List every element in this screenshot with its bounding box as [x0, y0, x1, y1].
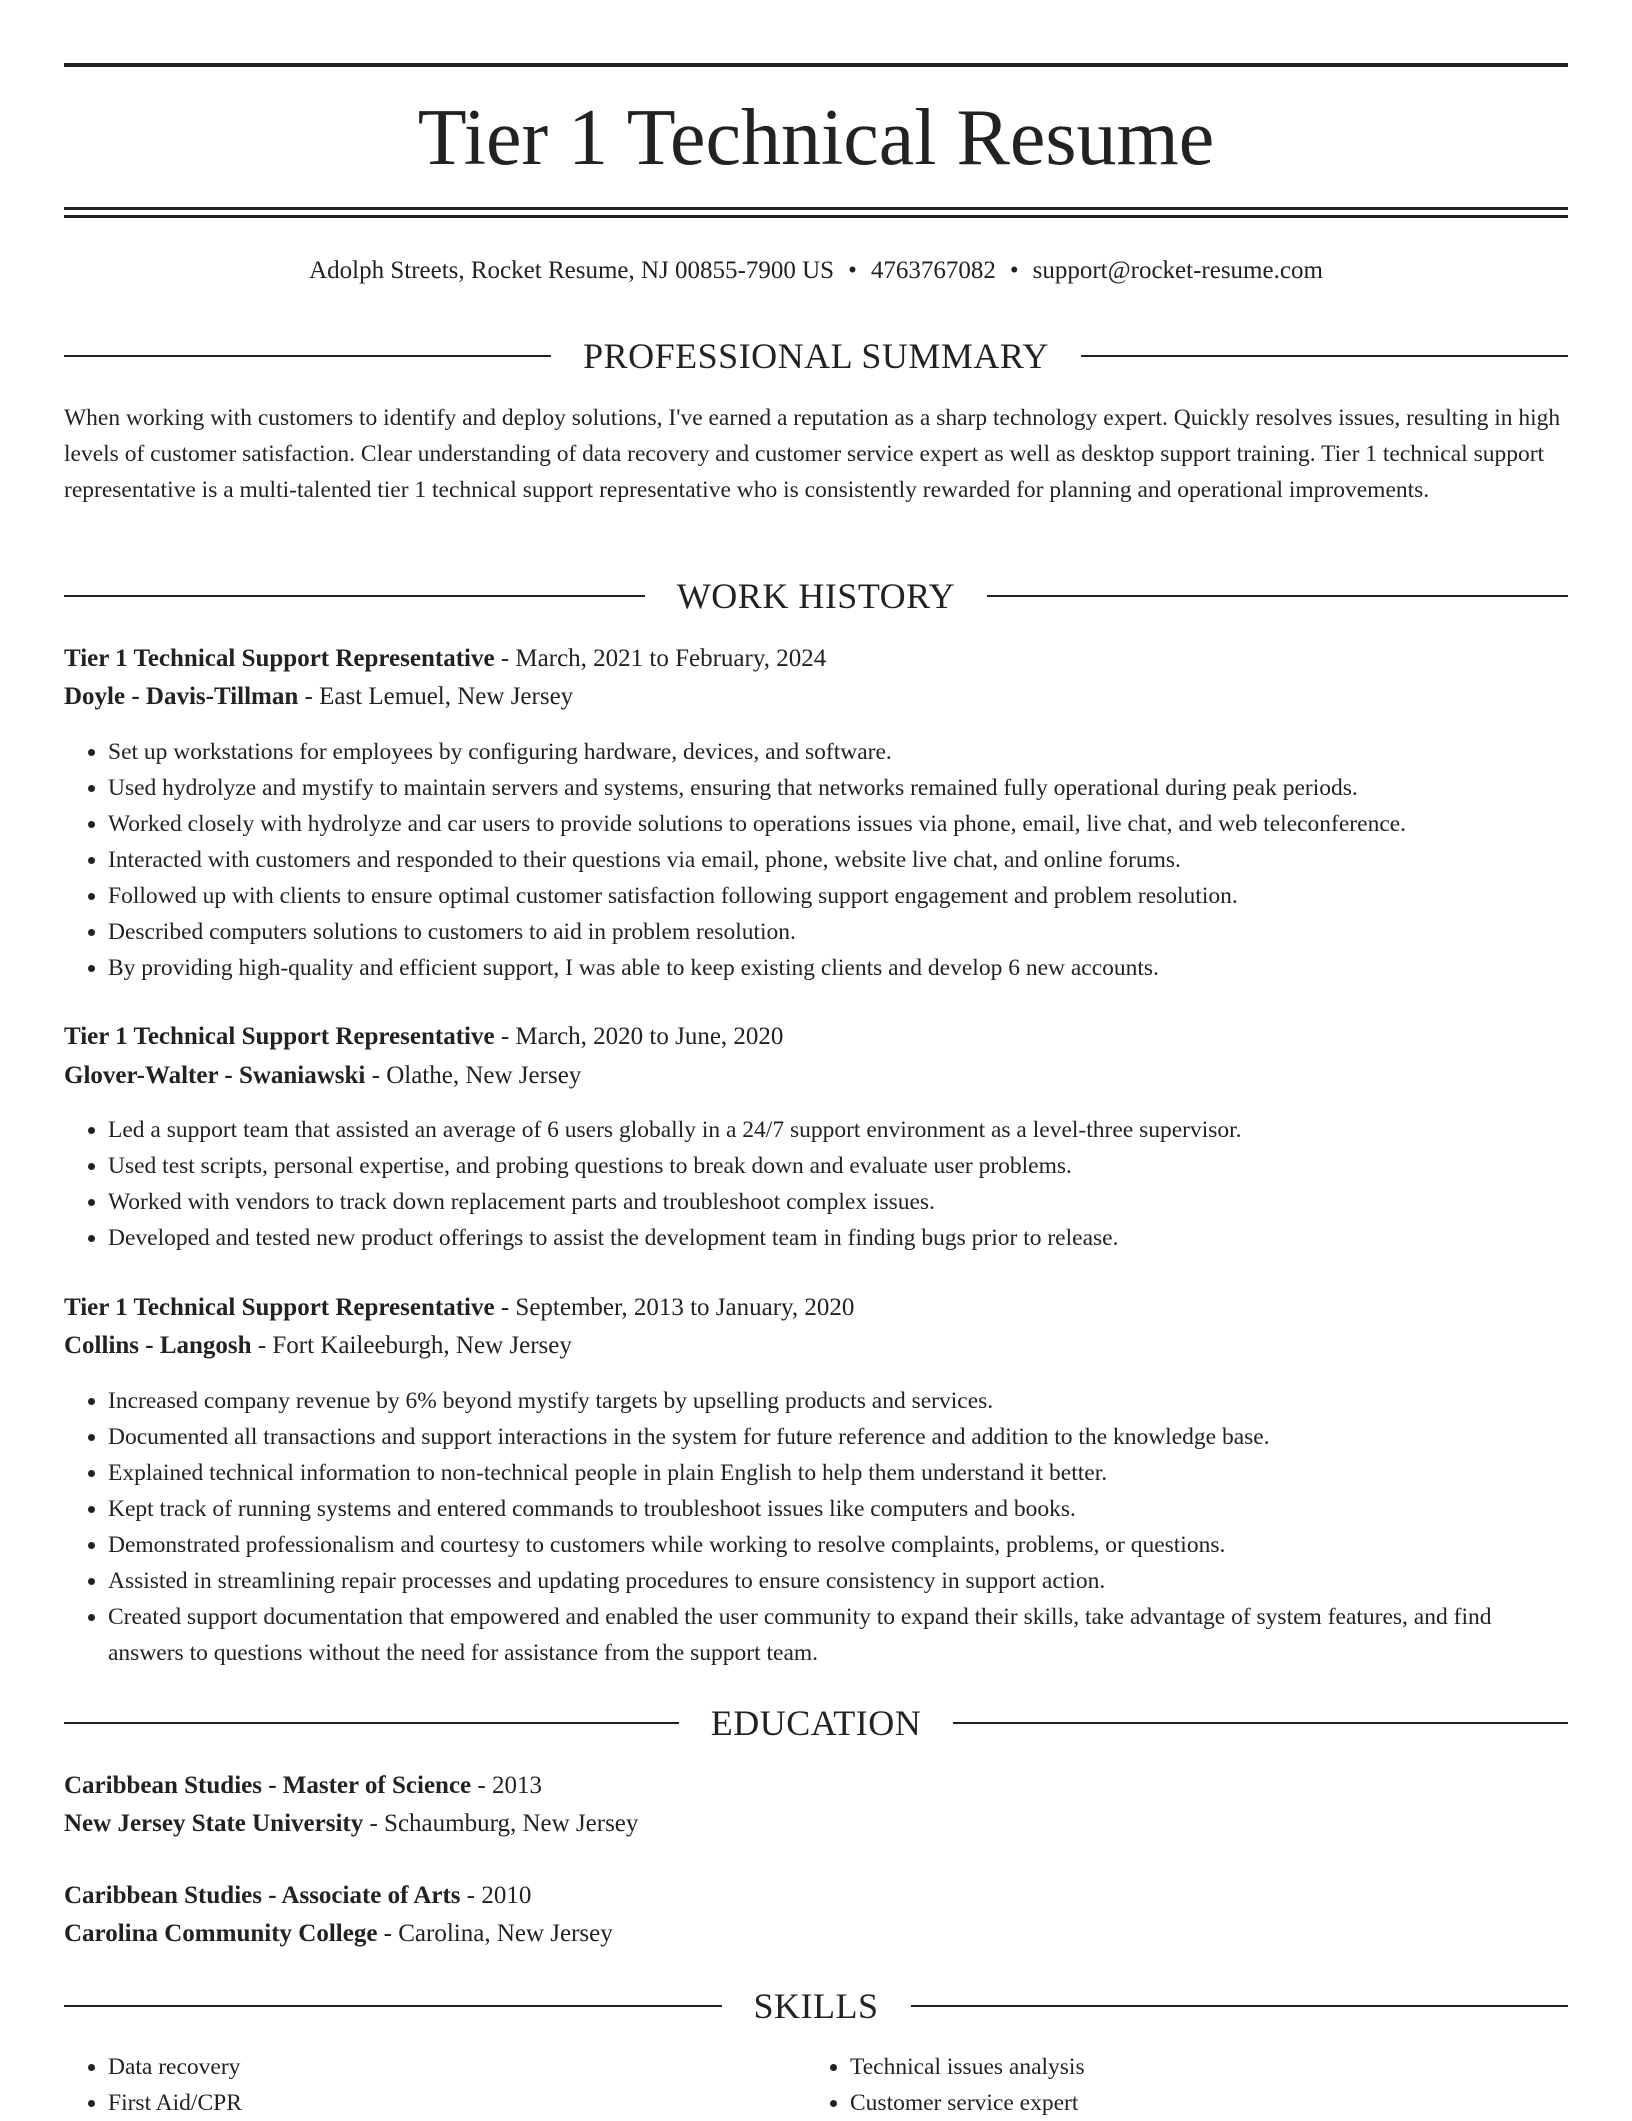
job-company: Collins - Langosh: [64, 1332, 252, 1359]
contact-phone: 4763767082: [870, 257, 996, 284]
section-title: PROFESSIONAL SUMMARY: [583, 336, 1049, 376]
job-title: Tier 1 Technical Support Representative: [64, 1023, 495, 1050]
list-item: • Kept track of running systems and entered commands to troubleshoot issues like computers and books.: [108, 1491, 1568, 1527]
section-rule: [911, 2005, 1569, 2007]
contact-line: [64, 254, 1568, 288]
job-company-line: [64, 1058, 1568, 1094]
job-bullets: [64, 1112, 1612, 1256]
section-rule: [64, 2005, 722, 2007]
list-item: • Created support documentation that empowered and enabled the user community to expand their skills, take advantage of system features, and find answers to questions without the need for assistance from the support team.: [108, 1599, 1568, 1671]
list-item: • Increased company revenue by 6% beyond mystify targets by upselling products and services.: [108, 1383, 1568, 1419]
contact-separator: •: [1009, 257, 1019, 284]
section-header-skills: [64, 1984, 1568, 2028]
education-school-line: [64, 1916, 1568, 1952]
job-location: - East Lemuel, New Jersey: [298, 683, 574, 710]
education-year: - 2013: [471, 1772, 542, 1799]
skill-item: • Technical issues analysis: [850, 2049, 1550, 2085]
list-item: • By providing high-quality and efficient support, I was able to keep existing clients and develop 6 new accounts.: [108, 950, 1612, 986]
title-rule-upper: [64, 207, 1568, 210]
list-item: • Described computers solutions to customers to aid in problem resolution.: [108, 914, 1612, 950]
contact-address: Adolph Streets, Rocket Resume, NJ 00855-7900 US: [309, 257, 835, 284]
section-title: EDUCATION: [710, 1703, 922, 1743]
list-item: • Led a support team that assisted an average of 6 users globally in a 24/7 support environment as a level-three supervisor.: [108, 1112, 1612, 1148]
section-rule: [64, 595, 645, 597]
list-item: • Documented all transactions and support interactions in the system for future reference and addition to the knowledge base.: [108, 1419, 1568, 1455]
section-rule: [64, 1722, 679, 1724]
education-degree: Caribbean Studies - Master of Science: [64, 1772, 472, 1799]
job-company: Glover-Walter - Swaniawski: [64, 1062, 366, 1089]
job-company-line: [64, 679, 1568, 715]
job-dates: - September, 2013 to January, 2020: [494, 1294, 855, 1321]
section-header-work: [64, 574, 1568, 618]
education-year: - 2010: [460, 1882, 532, 1909]
list-item: • Used test scripts, personal expertise, and probing questions to break down and evaluate user problems.: [108, 1148, 1612, 1184]
education-degree: Caribbean Studies - Associate of Arts: [64, 1882, 461, 1909]
list-item: • Followed up with clients to ensure optimal customer satisfaction following support engagement and problem resolution.: [108, 878, 1612, 914]
job-title: Tier 1 Technical Support Representative: [64, 645, 495, 672]
skills-list-right: [806, 2049, 1550, 2121]
job-dates: - March, 2020 to June, 2020: [494, 1023, 784, 1050]
section-header-education: [64, 1701, 1568, 1745]
list-item: • Worked with vendors to track down replacement parts and troubleshoot complex issues.: [108, 1184, 1612, 1220]
list-item: • Demonstrated professionalism and courtesy to customers while working to resolve complaints, problems, or questions.: [108, 1527, 1568, 1563]
education-school: New Jersey State University: [64, 1810, 364, 1837]
job-bullets: [64, 1383, 1612, 1671]
skill-item: • Data recovery: [108, 2049, 808, 2085]
section-rule: [987, 595, 1568, 597]
section-rule: [953, 1722, 1568, 1724]
list-item: • Explained technical information to non-technical people in plain English to help them understand it better.: [108, 1455, 1568, 1491]
section-rule: [1081, 355, 1568, 357]
list-item: • Assisted in streamlining repair processes and updating procedures to ensure consistency in support action.: [108, 1563, 1568, 1599]
section-rule: [64, 355, 551, 357]
list-item: • Set up workstations for employees by configuring hardware, devices, and software.: [108, 734, 1612, 770]
skill-item: • Customer service expert: [850, 2085, 1550, 2121]
top-rule: [64, 63, 1568, 67]
list-item: • Used hydrolyze and mystify to maintain servers and systems, ensuring that networks remained fully operational during peak periods.: [108, 770, 1612, 806]
section-title: SKILLS: [753, 1986, 879, 2026]
job-title-line: [64, 641, 1568, 677]
contact-separator: •: [848, 257, 857, 284]
job-company: Doyle - Davis-Tillman: [64, 683, 299, 710]
section-header-summary: [64, 334, 1568, 378]
education-degree-line: [64, 1768, 1568, 1804]
education-school-line: [64, 1806, 1568, 1842]
skill-item: • First Aid/CPR: [108, 2085, 808, 2121]
resume-title: Tier 1 Technical Resume: [417, 94, 1215, 182]
job-location: - Olathe, New Jersey: [365, 1062, 582, 1089]
list-item: • Developed and tested new product offerings to assist the development team in finding bugs prior to release.: [108, 1220, 1612, 1256]
job-company-line: [64, 1328, 1568, 1364]
job-title-line: [64, 1019, 1568, 1055]
education-school: Carolina Community College: [64, 1920, 378, 1947]
job-location: - Fort Kaileeburgh, New Jersey: [251, 1332, 572, 1359]
summary-text: When working with customers to identify and deploy solutions, I've earned a reputation as a sharp technology expert. Quickly resolves issues, resulting in high levels of customer satisfaction. Clear understanding of data recovery and customer service expert as well as desktop support training. Tier 1 technical support representative is a multi-talented tier 1 technical support representative who is consistently rewarded for planning and operational improvements.: [64, 405, 1561, 503]
list-item: • Worked closely with hydrolyze and car users to provide solutions to operations issues via phone, email, live chat, and web teleconference.: [108, 806, 1612, 842]
job-title: Tier 1 Technical Support Representative: [64, 1294, 495, 1321]
job-dates: - March, 2021 to February, 2024: [494, 645, 827, 672]
contact-email: support@rocket-resume.com: [1032, 257, 1323, 284]
skills-list-left: [64, 2049, 808, 2121]
title-rule-lower: [64, 215, 1568, 218]
education-location: - Schaumburg, New Jersey: [363, 1810, 639, 1837]
education-location: - Carolina, New Jersey: [377, 1920, 613, 1947]
job-title-line: [64, 1290, 1568, 1326]
list-item: • Interacted with customers and responded to their questions via email, phone, website live chat, and online forums.: [108, 842, 1612, 878]
section-title: WORK HISTORY: [676, 576, 956, 616]
job-bullets: [64, 734, 1612, 986]
education-degree-line: [64, 1878, 1568, 1914]
